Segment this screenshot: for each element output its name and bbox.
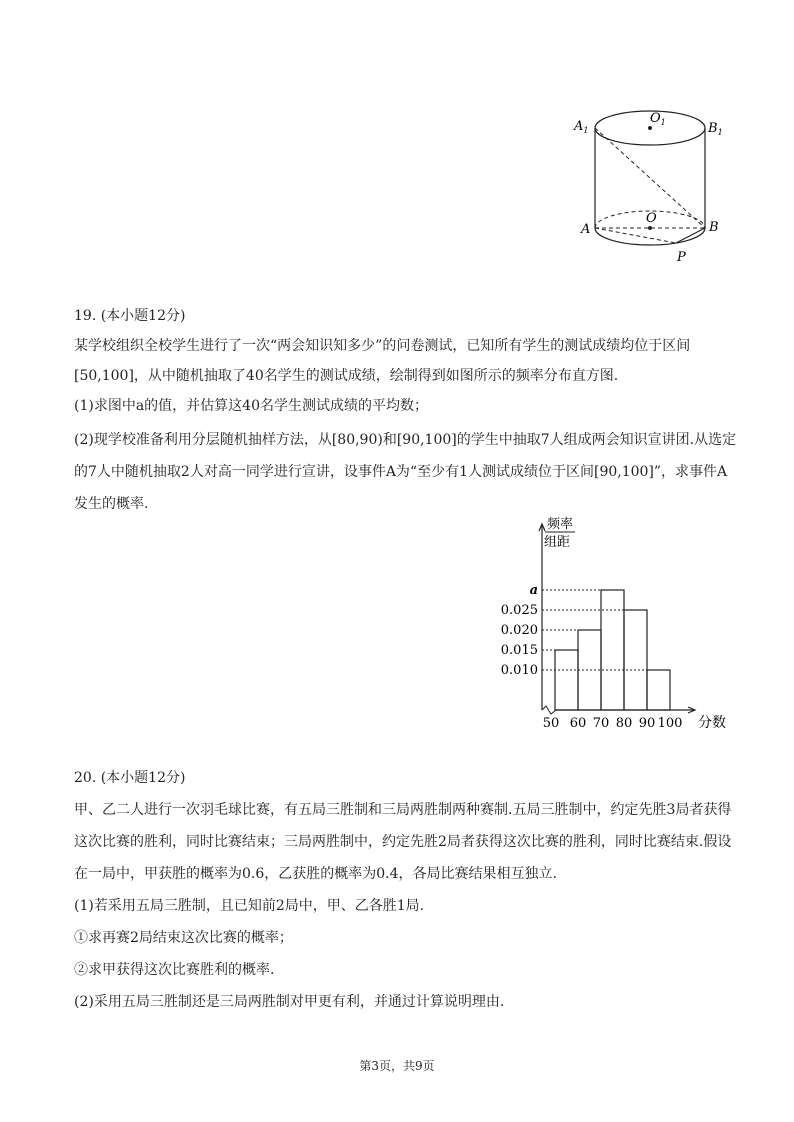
q20-line3: 在一局中，甲获胜的概率为0.6，乙获胜的概率为0.4，各局比赛结果相互独立. [74,866,557,882]
q20-line5: ①求再赛2局结束这次比赛的概率； [74,930,293,946]
label-P: P [677,250,686,265]
point-O1 [648,126,652,130]
q19-line6: 发生的概率. [74,496,149,512]
q19-line1: 某学校组织全校学生进行了一次“两会知识知多少”的问卷测试，已知所有学生的测试成绩均位于区间 [74,338,691,354]
label-B1: $B_1$ [708,121,723,137]
y-label-numerator: 频率 [547,517,574,532]
label-O1: $O_1$ [650,111,666,127]
label-A: A [581,222,591,237]
q19-line3: (1)求图中a的值，并估算这40名学生测试成绩的平均数； [74,398,428,414]
y-tick-0.025: 0.025 [500,603,538,618]
q19-line5: 的7人中随机抽取2人对高一同学进行宣讲，设事件A为“至少有1人测试成绩位于区间[90,100]”，求事件A [74,464,728,480]
x-tick-90: 90 [638,716,656,731]
label-B: B [709,220,719,235]
q20-title: 20. (本小题12分) [74,770,186,786]
q20-line6: ②求甲获得这次比赛胜利的概率. [74,962,275,978]
bar-[70,80) [601,590,624,710]
q19-line2: [50,100]，从中随机抽取了40名学生的测试成绩，绘制得到如图所示的频率分布直方图. [74,368,619,384]
q19-title: 19. (本小题12分) [74,308,186,324]
bar-[90,100] [647,670,670,710]
segment-P-B [676,228,705,243]
x-tick-50: 50 [542,716,560,731]
frequency-histogram [490,512,730,734]
bar-[50,60) [555,650,578,710]
x-tick-100: 100 [657,716,683,731]
bar-[80,90) [624,610,647,710]
y-tick-0.010: 0.010 [500,663,538,678]
cylinder-figure [570,95,730,270]
x-tick-70: 70 [592,716,610,731]
x-axis-label: 分数 [698,715,726,731]
x-tick-80: 80 [615,716,633,731]
segment-A-P [595,228,676,243]
y-tick-a: a [529,583,538,598]
y-label-denominator: 组距 [544,535,571,550]
q20-line7: (2)采用五局三胜制还是三局两胜制对甲更有利，并通过计算说明理由. [74,994,505,1010]
page-footer: 第3页，共9页 [359,1059,435,1073]
axis-break [542,706,556,714]
bar-[60,70) [578,630,601,710]
q20-line2: 这次比赛的胜利，同时比赛结束；三局两胜制中，约定先胜2局者获得这次比赛的胜利，同时比赛结束.假设 [74,834,732,850]
q19-line4: (2)现学校准备利用分层随机抽样方法，从[80,90)和[90,100]的学生中抽取7人组成两会知识宣讲团.从选定 [74,432,737,448]
q20-line1: 甲、乙二人进行一次羽毛球比赛，有五局三胜制和三局两胜制两种赛制.五局三胜制中，约定先胜3局者获得 [74,802,732,818]
label-A1: $A_1$ [574,119,589,135]
y-tick-0.015: 0.015 [500,643,538,658]
label-O: O [646,211,657,226]
point-O [648,226,652,230]
x-tick-60: 60 [569,716,587,731]
y-tick-0.020: 0.020 [500,623,538,638]
q20-line4: (1)若采用五局三胜制，且已知前2局中，甲、乙各胜1局. [74,898,425,914]
